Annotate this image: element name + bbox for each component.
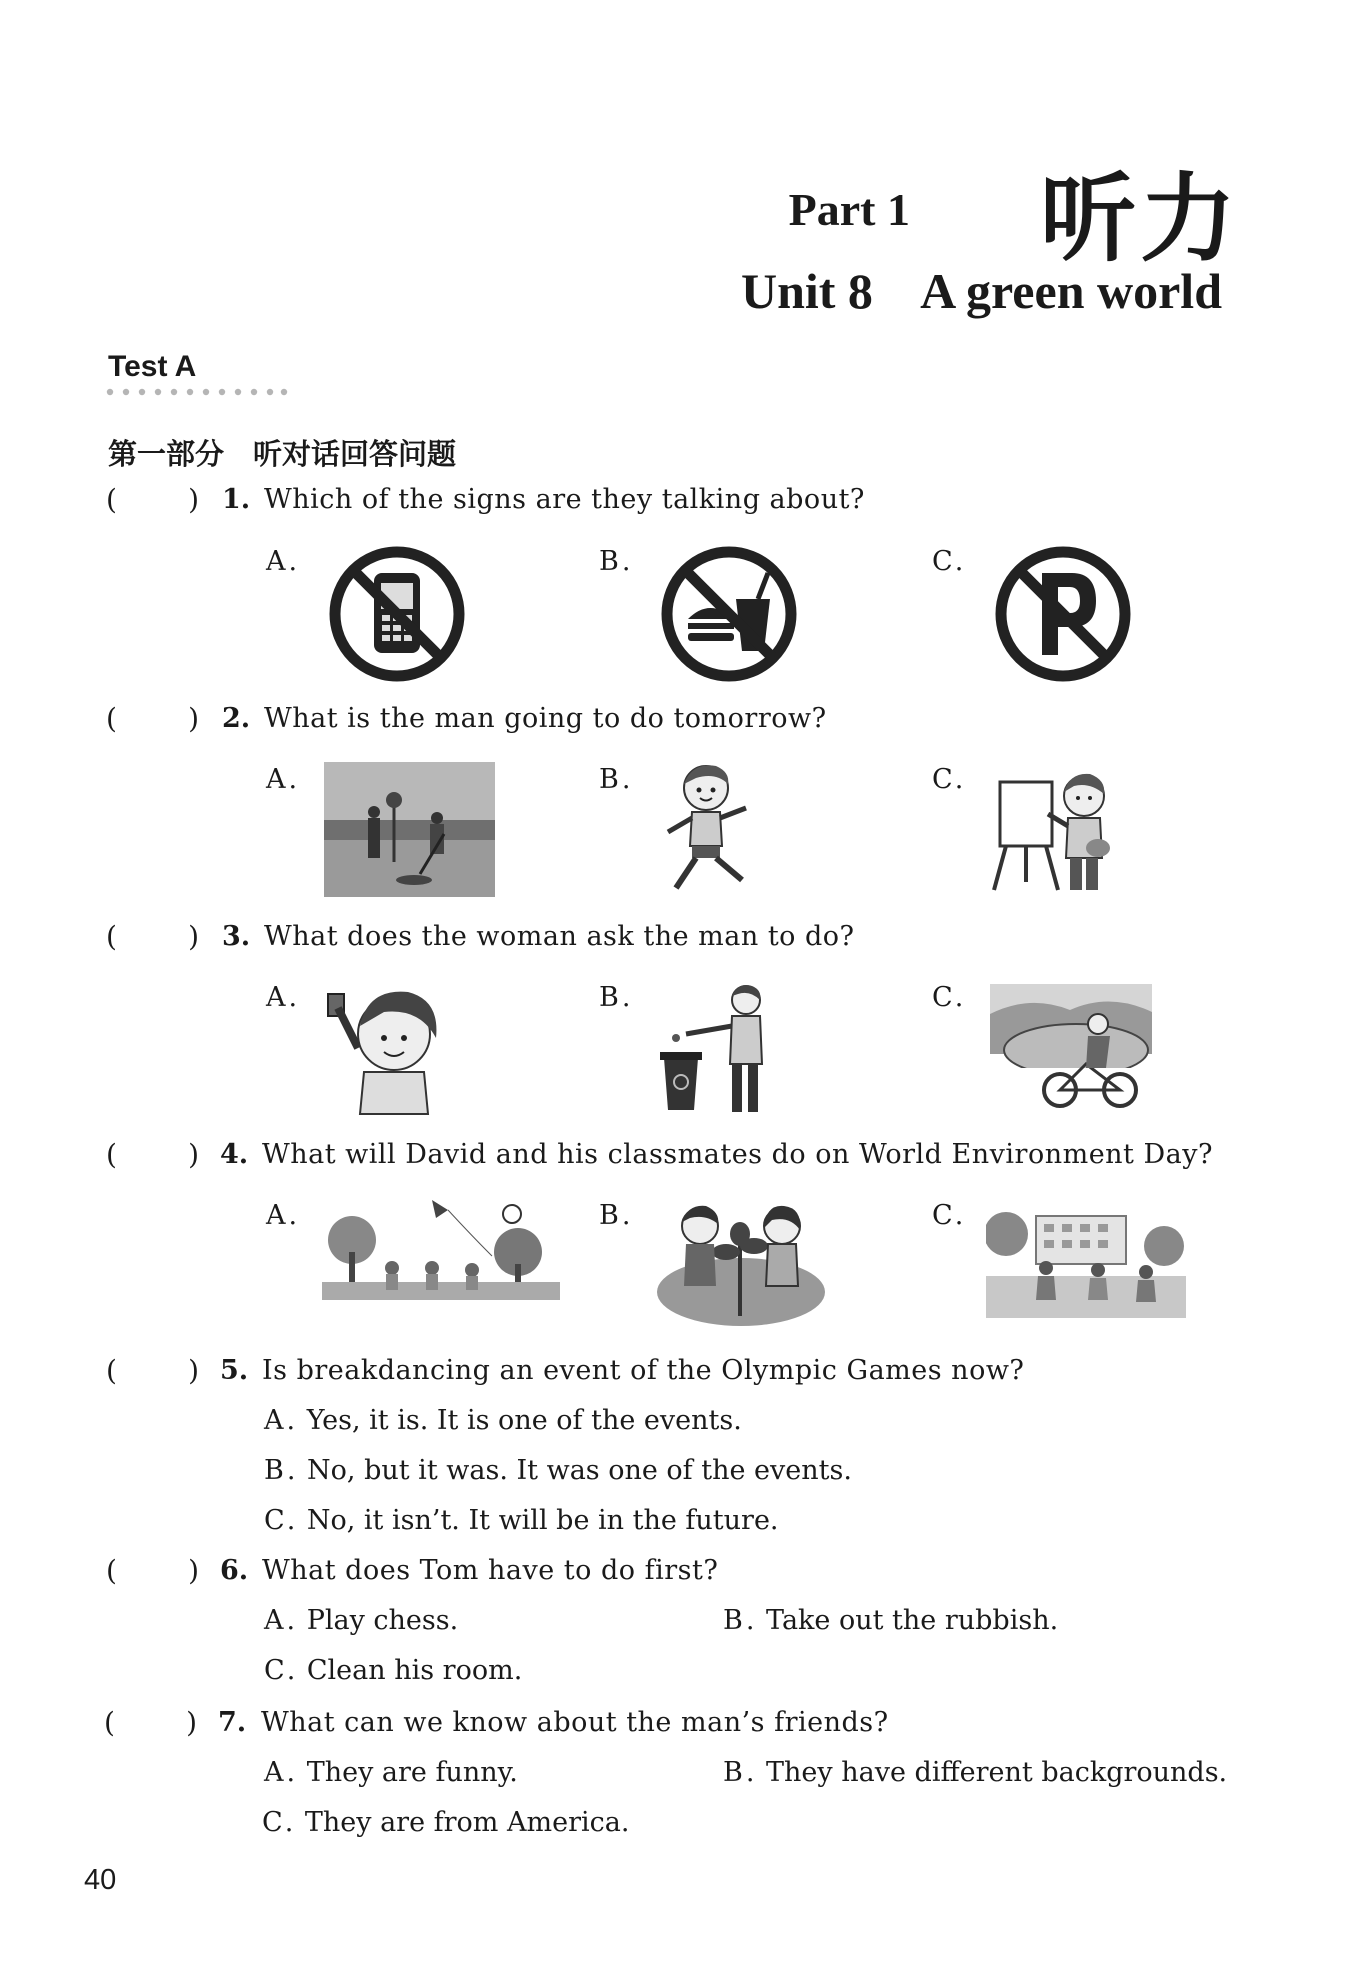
question-text: What does Tom have to do first? [262,1555,719,1586]
option-text: Clean his room. [306,1655,523,1686]
option-text: Play chess. [306,1605,459,1636]
option-c[interactable] [262,1807,629,1838]
option-c[interactable] [264,1655,522,1686]
option-letter: A. [264,1405,299,1436]
option-letter: C. [932,546,967,577]
answer-blank[interactable]: ( ) [106,1554,200,1587]
man-riding-bike-illustration[interactable] [990,984,1152,1108]
unit-title: Unit 8 A green world [740,263,1222,319]
option-letter: A. [266,546,301,577]
question-text: Is breakdancing an event of the Olympic Games now? [262,1355,1025,1386]
no-food-drink-sign-icon[interactable] [658,543,800,685]
question-number: 5. [220,1355,249,1386]
part-label: Part 1 [788,184,910,235]
option-letter: B. [723,1757,758,1788]
option-letter: B. [264,1455,299,1486]
option-letter: A. [264,1757,299,1788]
option-text: No, it isn’t. It will be in the future. [306,1505,779,1536]
option-b[interactable] [264,1455,852,1486]
option-c[interactable] [264,1505,779,1536]
question-number: 2. [222,703,251,734]
question-text: What will David and his classmates do on World Environment Day? [262,1139,1213,1170]
option-letter: C. [932,1200,967,1231]
question-number: 1. [222,484,251,515]
question-number: 3. [222,921,251,952]
option-a[interactable] [264,1405,742,1436]
question-number: 7. [218,1707,247,1738]
option-letter: C. [262,1807,297,1838]
answer-blank[interactable]: ( ) [106,1138,200,1171]
page-number: 40 [84,1864,117,1896]
question-text: What does the woman ask the man to do? [264,921,855,952]
answer-blank[interactable]: ( ) [106,483,200,516]
option-letter: B. [599,982,634,1013]
option-text: They are from America. [304,1807,630,1838]
option-letter: A. [266,982,301,1013]
option-letter: A. [266,1200,301,1231]
question-text: Which of the signs are they talking about? [264,484,865,515]
option-text: Yes, it is. It is one of the events. [306,1405,742,1436]
option-letter: C. [932,764,967,795]
no-phone-sign-icon[interactable] [326,543,468,685]
option-letter: B. [723,1605,758,1636]
option-text: They have different backgrounds. [766,1757,1228,1788]
option-letter: B. [599,764,634,795]
question-text: What can we know about the man’s friends? [261,1707,889,1738]
option-letter: C. [264,1505,299,1536]
people-cleaning-street-illustration[interactable] [986,1196,1186,1318]
park-picnic-illustration[interactable] [322,1196,560,1300]
children-planting-tree-illustration[interactable] [656,1196,826,1330]
option-text: They are funny. [306,1757,518,1788]
answer-blank[interactable]: ( ) [106,920,200,953]
option-b[interactable] [723,1605,1058,1636]
no-parking-sign-icon[interactable] [992,543,1134,685]
option-a[interactable] [264,1757,518,1788]
boy-painting-illustration[interactable] [990,762,1114,898]
question-text: What is the man going to do tomorrow? [264,703,827,734]
answer-blank[interactable]: ( ) [106,702,200,735]
option-b[interactable] [723,1757,1227,1788]
question-number: 6. [220,1555,249,1586]
section-title: 第一部分 听对话回答问题 [108,437,457,471]
option-a[interactable] [264,1605,458,1636]
option-text: Take out the rubbish. [766,1605,1059,1636]
answer-blank[interactable]: ( ) [104,1706,198,1739]
test-label: Test A [108,350,197,383]
option-letter: B. [599,1200,634,1231]
option-letter: B. [599,546,634,577]
part-chinese-title: 听力 [1040,163,1240,275]
option-letter: C. [932,982,967,1013]
boy-turning-off-light-illustration[interactable] [324,978,450,1116]
option-text: No, but it was. It was one of the events. [307,1455,852,1486]
tree-planting-photo[interactable] [324,762,495,897]
answer-blank[interactable]: ( ) [106,1354,200,1387]
boy-throwing-rubbish-illustration[interactable] [656,978,772,1118]
option-letter: A. [264,1605,299,1636]
dotted-divider [106,388,288,396]
question-number: 4. [220,1139,249,1170]
boy-running-illustration[interactable] [656,758,758,900]
option-letter: A. [266,764,301,795]
option-letter: C. [264,1655,299,1686]
